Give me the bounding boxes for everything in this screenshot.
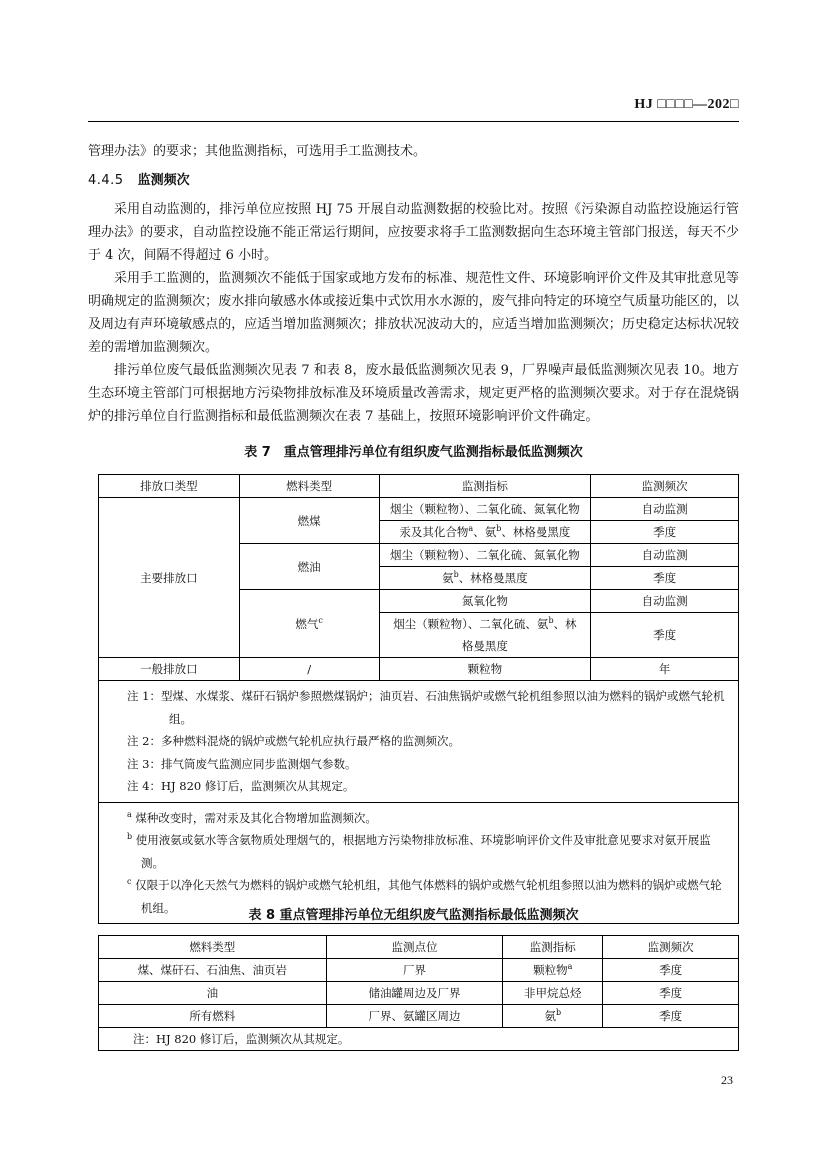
header-cell: 燃料类型 [239,475,379,498]
table-row [99,498,739,521]
frequency-cell: 自动监测 [591,544,739,567]
frequency-cell: 季度 [591,567,739,590]
indicator-cell: 非甲烷总烃 [503,982,603,1005]
frequency-cell: 季度 [591,521,739,544]
outlet-type-cell: 一般排放口 [99,658,240,681]
frequency-cell: 自动监测 [591,590,739,613]
table-8-caption: 表 8 重点管理排污单位无组织废气监测指标最低监测频次 [248,908,579,923]
fuel-cell: 燃气$^c$ [239,590,379,658]
section-heading [88,169,739,192]
fuel-cell: 所有燃料 [99,1005,327,1028]
note: 注 3：排气筒废气监测应同步监测烟气参数。 [127,756,357,771]
frequency-cell: 季度 [603,1005,739,1028]
indicator-cell: 汞及其化合物$^a$、氨$^b$、林格曼黑度 [379,521,591,544]
header-cell: 监测指标 [503,936,603,959]
footnote: $^c$ 仅限于以净化天然气为燃料的锅炉或燃气轮机组，其他气体燃料的锅炉或燃气轮机组参照以油为燃料的锅炉或燃气轮机组。 [127,877,722,915]
table-header-row [99,936,739,959]
table-row [99,959,739,982]
frequency-cell: 自动监测 [591,498,739,521]
paragraph-2: 采用手工监测的，监测频次不能低于国家或地方发布的标准、规范性文件、环境影响评价文件及其审批意见等明确规定的监测频次；废水排向敏感水体或接近集中式饮用水水源的，废气排向特定的环境空气质量功能区的，以及周边有声环境敏感点的，应适当增加监测频次；排放状况波动大的，应适当增加监测频次；历史稳定达标状况较差的需增加监测频次。 [88,271,739,355]
note: 注 4：HJ 820 修订后，监测频次从其规定。 [127,779,355,793]
header-cell: 监测频次 [603,936,739,959]
point-cell: 厂界 [326,959,503,982]
outlet-type-cell: 主要排放口 [99,498,240,658]
header-cell: 监测指标 [379,475,591,498]
note: 注 1：型煤、水煤浆、煤矸石锅炉参照燃煤锅炉；油页岩、石油焦锅炉或燃气轮机组参照以油为燃料的锅炉或燃气轮机组。 [127,689,725,726]
point-cell: 储油罐周边及厂界 [326,982,503,1005]
indicator-cell: 烟尘（颗粒物）、二氧化硫、氮氧化物 [379,544,591,567]
table-row [99,1005,739,1028]
section-number: 4.4.5 [88,173,124,188]
point-cell: 厂界、氨罐区周边 [326,1005,503,1028]
frequency-cell: 年 [591,658,739,681]
indicator-cell: 烟尘（颗粒物）、二氧化硫、氮氧化物 [379,498,591,521]
indicator-cell: 氨$^b$ [503,1005,603,1028]
fuel-cell: 煤、煤矸石、石油焦、油页岩 [99,959,327,982]
indicator-cell: 烟尘（颗粒物）、二氧化硫、氨$^b$、林格曼黑度 [379,613,591,658]
indicator-cell: 颗粒物 [379,658,591,681]
paragraph-1: 采用自动监测的，排污单位应按照 HJ 75 开展自动监测数据的校验比对。按照《污染源自动监控设施运行管理办法》的要求，自动监控设施不能正常运行期间，应按要求将手工监测数据向生态环境主管部门报送，每天不少于 4 次，间隔不得超过 6 小时。 [88,202,739,263]
page-number: 23 [721,1073,733,1087]
table-row [99,982,739,1005]
footnote: $^a$ 煤种改变时，需对汞及其化合物增加监测频次。 [127,809,377,825]
header-cell: 燃料类型 [99,936,327,959]
paragraph-continuation: 管理办法》的要求；其他监测指标，可选用手工监测技术。 [88,144,427,159]
indicator-cell: 氨$^b$、林格曼黑度 [379,567,591,590]
fuel-cell: 燃油 [239,544,379,590]
fuel-cell: 油 [99,982,327,1005]
paragraph-3: 排污单位废气最低监测频次见表 7 和表 8，废水最低监测频次见表 9，厂界噪声最低监测频次见表 10。地方生态环境主管部门可根据地方污染物排放标准及环境质量改善需求，规定更严格的监测频次要求。对于存在混烧锅炉的排污单位自行监测指标和最低监测频次在表 7 基础上，按照环境影响评价文件确定。 [88,363,739,424]
header-rule [88,121,739,122]
frequency-cell: 季度 [603,982,739,1005]
table-notes [99,681,739,803]
header-cell: 排放口类型 [99,475,240,498]
table-7 [98,474,739,924]
table-notes-row [99,1028,739,1051]
table-header-row [99,475,739,498]
table-row [99,658,739,681]
indicator-cell: 颗粒物$^a$ [503,959,603,982]
table-notes-row [99,681,739,803]
indicator-cell: 氮氧化物 [379,590,591,613]
note: 注 2：多种燃料混烧的锅炉或燃气轮机应执行最严格的监测频次。 [127,734,460,748]
fuel-cell: 燃煤 [239,498,379,544]
document-code: HJ □□□□—202□ [634,97,739,112]
section-title: 监测频次 [137,173,190,188]
header-cell: 监测频次 [591,475,739,498]
footnote: $^b$ 使用液氨或氨水等含氨物质处理烟气的，根据地方污染物排放标准、环境影响评价文件及审批意见要求对氨开展监测。 [127,832,711,870]
frequency-cell: 季度 [603,959,739,982]
fuel-cell: / [239,658,379,681]
frequency-cell: 季度 [591,613,739,658]
table-note: 注：HJ 820 修订后，监测频次从其规定。 [99,1028,739,1051]
header-cell: 监测点位 [326,936,503,959]
table-8 [98,935,739,1051]
body-text [88,140,739,428]
table-7-caption: 表 7 重点管理排污单位有组织废气监测指标最低监测频次 [244,445,583,460]
